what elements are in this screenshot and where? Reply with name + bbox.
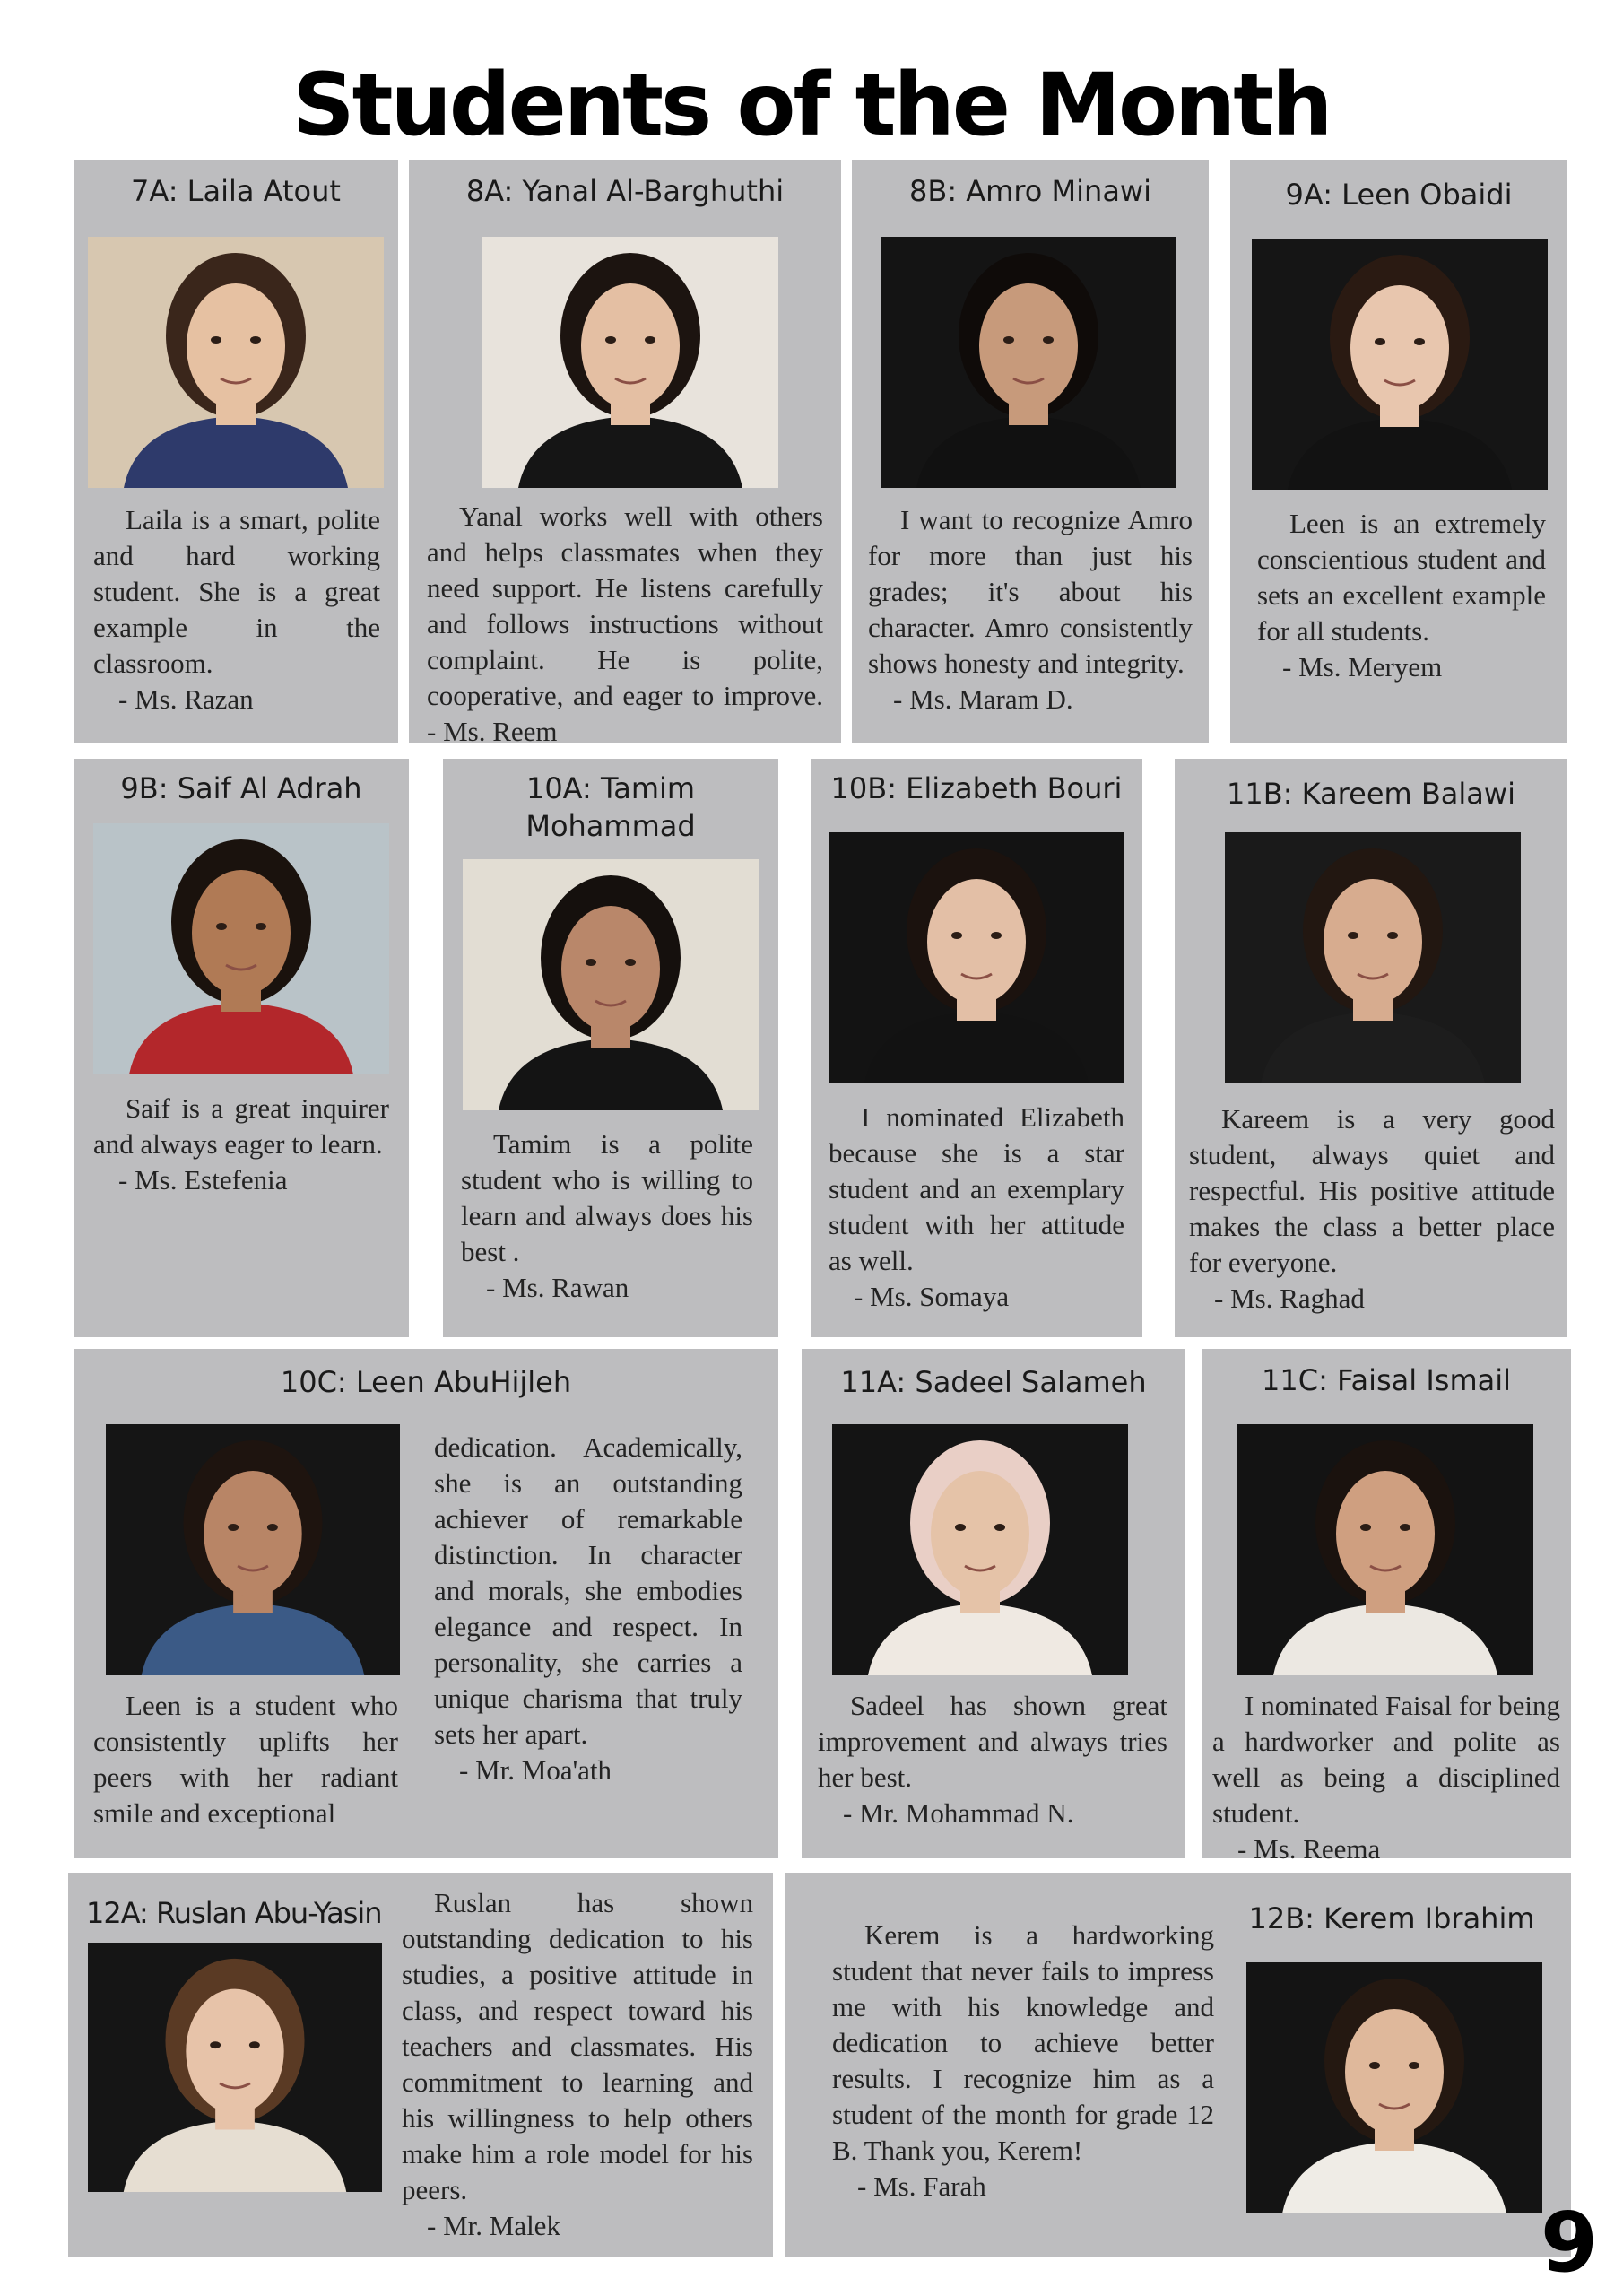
page-number: 9	[1540, 2195, 1598, 2291]
portrait-eye	[1400, 1524, 1410, 1531]
portrait-eye	[994, 1524, 1005, 1531]
portrait-image	[88, 237, 384, 488]
student-description: Tamim is a polite student who is willing to learn and always does his best . - Ms. Rawan	[461, 1128, 753, 1303]
student-description: Sadeel has shown great improvement and always tries her best. - Mr. Mohammad N.	[818, 1690, 1167, 1829]
student-heading: 10B: Elizabeth Bouri	[830, 771, 1123, 805]
student-card	[802, 1349, 1185, 1858]
student-photo	[1246, 1962, 1542, 2213]
student-description: Laila is a smart, polite and hard working student. She is a great example in the classroom. - Ms. Razan	[93, 504, 380, 715]
portrait-face	[187, 283, 285, 409]
student-description: Yanal works well with others and helps classmates when they need support. He listens carefully and follows instructions without complaint. He is polite, cooperative, and eager to improve. - Ms. Reem	[427, 500, 823, 747]
student-card	[1175, 759, 1567, 1337]
portrait-image	[1246, 1962, 1542, 2213]
student-card	[409, 160, 841, 747]
portrait-face	[561, 906, 660, 1031]
portrait-eye	[267, 1524, 278, 1531]
student-description: I nominated Elizabeth because she is a star student and an exemplary student with her attitude as well. - Ms. Somaya	[829, 1101, 1124, 1312]
page-title: Students of the Month	[292, 55, 1331, 155]
student-card	[1202, 1349, 1571, 1865]
portrait-eye	[256, 923, 266, 930]
portrait-face	[192, 870, 291, 996]
student-card	[443, 759, 778, 1337]
student-photo	[829, 832, 1124, 1083]
student-heading: 11A: Sadeel Salameh	[840, 1365, 1147, 1399]
student-heading: 7A: Laila Atout	[131, 174, 341, 208]
portrait-eye	[1375, 338, 1385, 345]
student-card	[785, 1873, 1571, 2257]
student-photo	[463, 859, 759, 1110]
portrait-image	[88, 1943, 382, 2192]
student-description: Kerem is a hardworking student that never fails to impress me with his knowledge and dedication to achieve better results. I recognize him as a student of the month for grade 12 B. Thank you, Kerem! - Ms. Farah	[832, 1919, 1214, 2202]
portrait-eye	[1360, 1524, 1371, 1531]
student-photo	[88, 1943, 382, 2192]
portrait-eye	[1043, 336, 1054, 344]
student-heading: 12A: Ruslan Abu-Yasin	[86, 1896, 382, 1930]
portrait-image	[1225, 832, 1521, 1083]
student-card	[74, 160, 398, 743]
student-description: Leen is a student who consistently uplifts her peers with her radiant smile and exceptional	[93, 1690, 398, 1829]
student-card	[1230, 160, 1567, 743]
student-heading: 8A: Yanal Al-Barghuthi	[465, 174, 785, 208]
portrait-eye	[211, 336, 221, 344]
portrait-face	[1324, 879, 1422, 1004]
portrait-eye	[1369, 2062, 1380, 2069]
portrait-eye	[216, 923, 227, 930]
portrait-eye	[951, 932, 962, 939]
portrait-eye	[586, 959, 596, 966]
portrait-image	[482, 237, 778, 488]
portrait-eye	[249, 2041, 260, 2048]
portrait-image	[106, 1424, 400, 1675]
student-photo	[1252, 239, 1548, 490]
student-card	[68, 1873, 773, 2257]
portrait-face	[927, 879, 1026, 1004]
portrait-face	[1345, 2009, 1444, 2135]
portrait-face	[204, 1471, 301, 1596]
student-description: Kareem is a very good student, always quiet and respectful. His positive attitude makes the class a better place for everyone. - Ms. Raghad	[1189, 1103, 1555, 1314]
portrait-eye	[645, 336, 655, 344]
student-card	[74, 1349, 778, 1858]
portrait-eye	[210, 2041, 221, 2048]
student-description: Leen is an extremely conscientious student and sets an excellent example for all students. - Ms. Meryem	[1257, 508, 1546, 683]
student-photo	[482, 237, 778, 488]
portrait-image	[832, 1424, 1128, 1675]
student-photo	[106, 1424, 400, 1675]
student-description: Saif is a great inquirer and always eager to learn. - Ms. Estefenia	[93, 1092, 389, 1196]
portrait-image	[93, 823, 389, 1074]
portrait-image	[881, 237, 1176, 488]
student-heading: 11B: Kareem Balawi	[1227, 777, 1515, 811]
student-card	[74, 759, 409, 1337]
portrait-eye	[625, 959, 636, 966]
student-description-continued: dedication. Academically, she is an outstanding achiever of remarkable distinction. In character and morals, she embodies elegance and respect. In personality, she carries a unique charisma that truly sets her apart. - Mr. Moa'ath	[434, 1431, 742, 1786]
portrait-eye	[1387, 932, 1398, 939]
portrait-face	[186, 1989, 283, 2114]
student-description: I want to recognize Amro for more than just his grades; it's about his character. Amro consistently shows honesty and integrity. - Ms. Maram D.	[868, 504, 1193, 715]
student-heading: 12B: Kerem Ibrahim	[1248, 1901, 1535, 1935]
student-card	[811, 759, 1142, 1337]
portrait-image	[463, 859, 759, 1110]
student-photo	[93, 823, 389, 1074]
student-heading: 8B: Amro Minawi	[909, 174, 1151, 208]
student-heading: 9A: Leen Obaidi	[1285, 178, 1513, 212]
student-heading: 11C: Faisal Ismail	[1262, 1363, 1511, 1397]
student-heading: 10C: Leen AbuHijleh	[280, 1365, 572, 1399]
portrait-eye	[228, 1524, 239, 1531]
portrait-face	[979, 283, 1078, 409]
student-heading: 10A: Tamim Mohammad	[525, 771, 696, 843]
student-photo	[832, 1424, 1128, 1675]
student-description: Ruslan has shown outstanding dedication to his studies, a positive attitude in class, and respect toward his teachers and classmates. His commitment to learning and his willingness to help others make him a role model for his peers. - Mr. Malek	[402, 1887, 753, 2241]
portrait-face	[581, 283, 680, 409]
student-photo	[88, 237, 384, 488]
student-photo	[881, 237, 1176, 488]
portrait-eye	[1414, 338, 1425, 345]
portrait-image	[1237, 1424, 1533, 1675]
student-description: I nominated Faisal for being a hardworker and polite as well as being a disciplined student. - Ms. Reema	[1212, 1690, 1560, 1865]
student-photo	[1237, 1424, 1533, 1675]
portrait-image	[1252, 239, 1548, 490]
portrait-face	[1336, 1471, 1435, 1596]
portrait-eye	[955, 1524, 966, 1531]
student-heading: 9B: Saif Al Adrah	[120, 771, 362, 805]
student-card	[852, 160, 1209, 743]
portrait-eye	[1348, 932, 1358, 939]
portrait-eye	[250, 336, 261, 344]
portrait-eye	[605, 336, 616, 344]
portrait-face	[931, 1471, 1029, 1596]
portrait-face	[1350, 285, 1449, 411]
portrait-eye	[1409, 2062, 1419, 2069]
portrait-eye	[1003, 336, 1014, 344]
student-photo	[1225, 832, 1521, 1083]
portrait-eye	[991, 932, 1002, 939]
portrait-image	[829, 832, 1124, 1083]
